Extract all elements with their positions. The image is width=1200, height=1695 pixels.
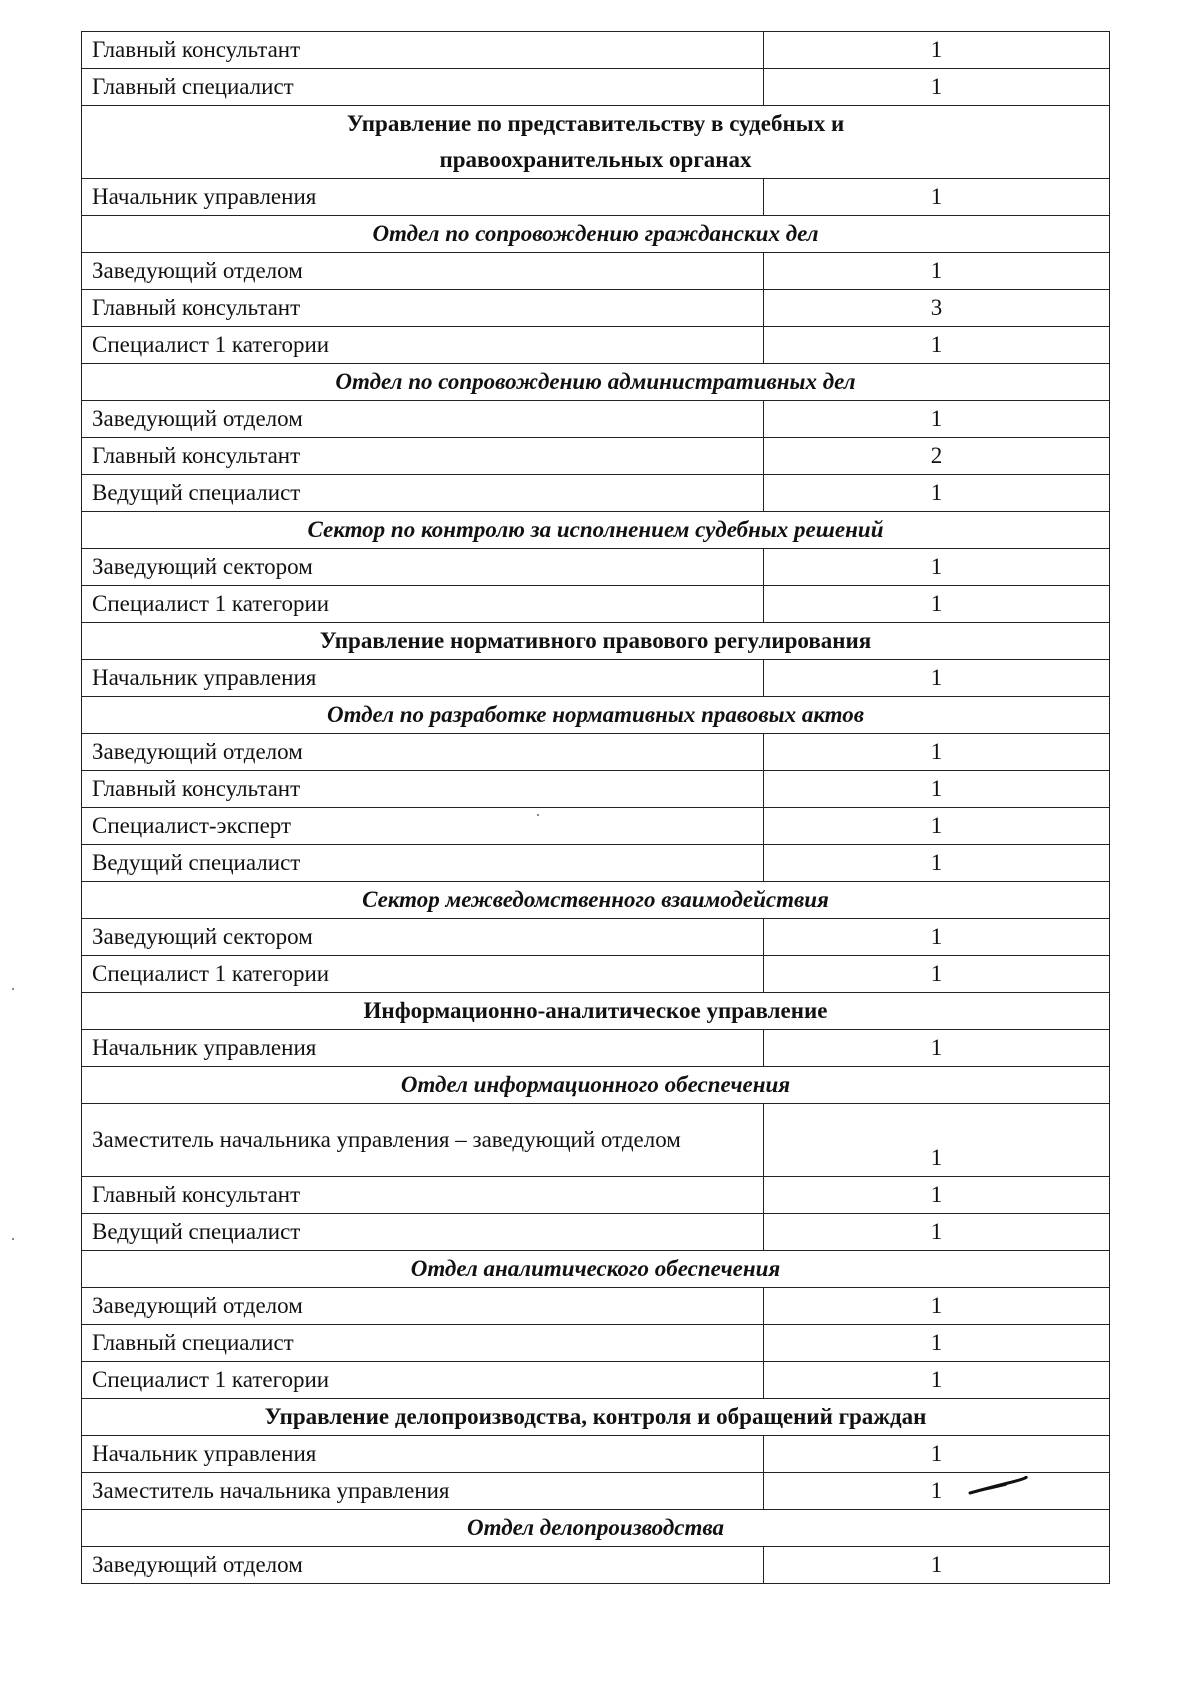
section-heading-row: [82, 364, 1110, 401]
position-row: [82, 438, 1110, 475]
position-count: 1: [764, 327, 1110, 364]
position-name: Ведущий специалист: [82, 845, 764, 882]
position-count: 1: [764, 32, 1110, 69]
section-heading: Информационно-аналитическое управление: [82, 993, 1110, 1030]
position-count: 1: [764, 401, 1110, 438]
pen-stroke-mark: [968, 1476, 1028, 1496]
section-heading-row: [82, 623, 1110, 660]
position-row: [82, 69, 1110, 106]
position-count: 1: [764, 956, 1110, 993]
position-row: [82, 475, 1110, 512]
section-heading: Управление по представительству в судебных и правоохранительных органах: [82, 106, 1110, 179]
position-row: [82, 808, 1110, 845]
position-row: [82, 549, 1110, 586]
position-count: 1: [764, 586, 1110, 623]
position-name: Заведующий отделом: [82, 734, 764, 771]
section-heading-row: [82, 993, 1110, 1030]
section-heading-row: [82, 697, 1110, 734]
position-name: Заведующий отделом: [82, 401, 764, 438]
position-row: [82, 32, 1110, 69]
position-row: [82, 1030, 1110, 1067]
position-name: Заместитель начальника управления – заведующий отделом: [82, 1104, 764, 1177]
position-count: 1: [764, 1288, 1110, 1325]
section-heading-row: [82, 106, 1110, 179]
position-name: Специалист 1 категории: [82, 327, 764, 364]
position-name: Специалист 1 категории: [82, 586, 764, 623]
staff-table: [81, 31, 1110, 1584]
position-name: Главный консультант: [82, 1177, 764, 1214]
section-heading: Отдел делопроизводства: [82, 1510, 1110, 1547]
position-count: 1: [764, 179, 1110, 216]
position-name: Ведущий специалист: [82, 1214, 764, 1251]
position-row: [82, 1473, 1110, 1510]
scan-speck: [537, 814, 539, 816]
position-name: Специалист 1 категории: [82, 956, 764, 993]
position-row: [82, 1214, 1110, 1251]
position-name: Специалист 1 категории: [82, 1362, 764, 1399]
scan-speck: [12, 1238, 14, 1240]
position-name: Заведующий отделом: [82, 1288, 764, 1325]
position-name: Заведующий сектором: [82, 919, 764, 956]
position-count: 2: [764, 438, 1110, 475]
position-name: Заместитель начальника управления: [82, 1473, 764, 1510]
position-row: [82, 845, 1110, 882]
position-row: [82, 1547, 1110, 1584]
position-count: 1: [764, 1030, 1110, 1067]
section-heading: Управление делопроизводства, контроля и обращений граждан: [82, 1399, 1110, 1436]
position-count: 1: [764, 734, 1110, 771]
section-heading: Управление нормативного правового регулирования: [82, 623, 1110, 660]
section-heading: Отдел по сопровождению гражданских дел: [82, 216, 1110, 253]
position-row: [82, 956, 1110, 993]
position-name: Главный консультант: [82, 438, 764, 475]
position-row: [82, 401, 1110, 438]
position-count: 1: [764, 1362, 1110, 1399]
section-heading-row: [82, 1251, 1110, 1288]
position-row: [82, 1325, 1110, 1362]
position-row: [82, 1362, 1110, 1399]
position-row: [82, 290, 1110, 327]
position-count: 1: [764, 1547, 1110, 1584]
position-name: Заведующий отделом: [82, 253, 764, 290]
position-row: [82, 919, 1110, 956]
position-count: 1: [764, 1325, 1110, 1362]
position-count: 1: [764, 919, 1110, 956]
position-name: Ведущий специалист: [82, 475, 764, 512]
position-name: Главный специалист: [82, 1325, 764, 1362]
position-name: Главный специалист: [82, 69, 764, 106]
section-heading: Отдел по сопровождению административных дел: [82, 364, 1110, 401]
position-row: [82, 179, 1110, 216]
position-name: Начальник управления: [82, 660, 764, 697]
staff-table-body: [82, 32, 1110, 1584]
position-count: 1: [764, 475, 1110, 512]
position-row: [82, 1288, 1110, 1325]
position-count: 1: [764, 549, 1110, 586]
section-heading: Сектор по контролю за исполнением судебных решений: [82, 512, 1110, 549]
position-count: 1: [764, 69, 1110, 106]
position-row: [82, 1177, 1110, 1214]
position-row: [82, 660, 1110, 697]
position-count: 3: [764, 290, 1110, 327]
position-count: 1: [764, 1214, 1110, 1251]
position-name: Главный консультант: [82, 290, 764, 327]
section-heading: Сектор межведомственного взаимодействия: [82, 882, 1110, 919]
section-heading: Отдел информационного обеспечения: [82, 1067, 1110, 1104]
position-count: 1: [764, 808, 1110, 845]
scan-speck: [12, 988, 14, 990]
section-heading-row: [82, 882, 1110, 919]
section-heading: Отдел по разработке нормативных правовых актов: [82, 697, 1110, 734]
position-name: Заведующий отделом: [82, 1547, 764, 1584]
section-heading: Отдел аналитического обеспечения: [82, 1251, 1110, 1288]
position-row: [82, 771, 1110, 808]
position-name: Начальник управления: [82, 179, 764, 216]
position-row: [82, 1436, 1110, 1473]
section-heading-row: [82, 1399, 1110, 1436]
position-name: Заведующий сектором: [82, 549, 764, 586]
position-name: Главный консультант: [82, 32, 764, 69]
position-row: [82, 734, 1110, 771]
section-heading-row: [82, 1510, 1110, 1547]
position-name: Главный консультант: [82, 771, 764, 808]
position-count: 1: [764, 845, 1110, 882]
position-row: [82, 253, 1110, 290]
position-name: Начальник управления: [82, 1436, 764, 1473]
position-name: Специалист-эксперт: [82, 808, 764, 845]
position-row: [82, 327, 1110, 364]
position-row: [82, 1104, 1110, 1177]
position-count: 1: [764, 1177, 1110, 1214]
section-heading-row: [82, 1067, 1110, 1104]
section-heading-row: [82, 512, 1110, 549]
position-count: 1: [764, 660, 1110, 697]
position-name: Начальник управления: [82, 1030, 764, 1067]
position-count: 1: [764, 771, 1110, 808]
position-count: 1: [764, 1473, 1110, 1510]
position-count: 1: [764, 1436, 1110, 1473]
position-row: [82, 586, 1110, 623]
position-count: 1: [764, 1104, 1110, 1177]
position-count: 1: [764, 253, 1110, 290]
section-heading-row: [82, 216, 1110, 253]
